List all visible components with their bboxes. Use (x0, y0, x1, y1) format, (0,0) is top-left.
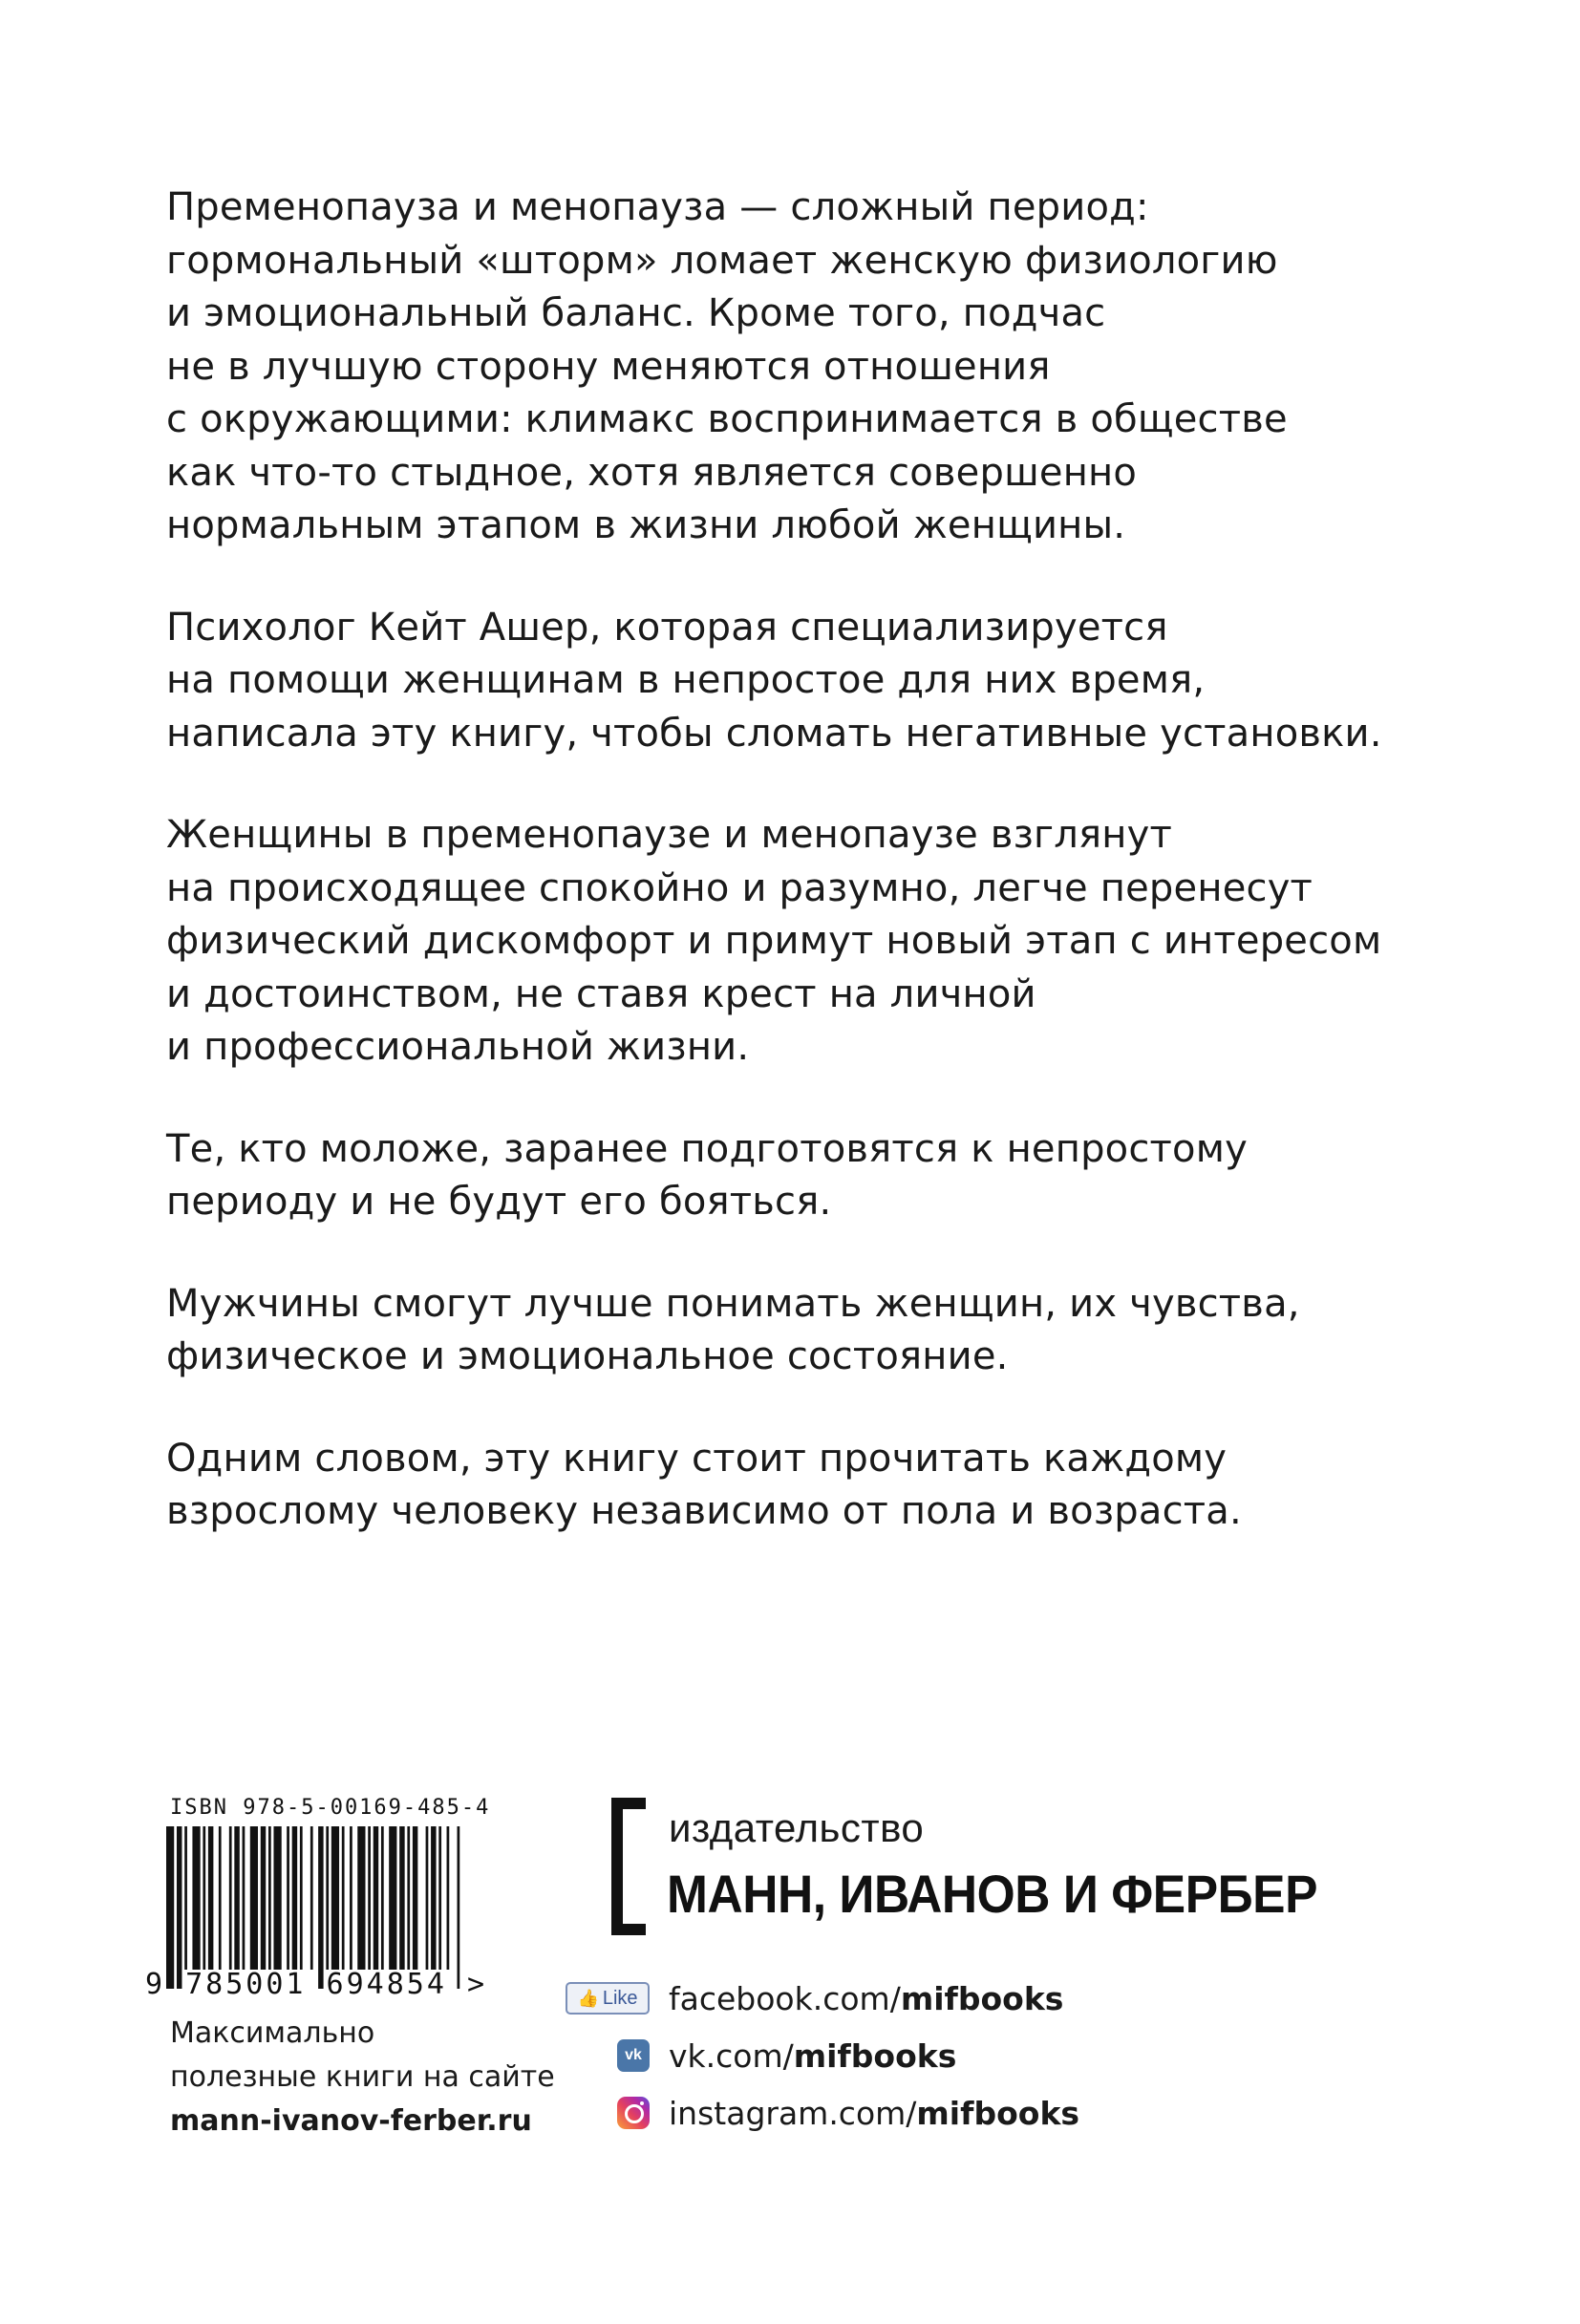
website-link[interactable]: mann-ivanov-ferber.ru (170, 2104, 532, 2138)
vk-link[interactable] (562, 2027, 1079, 2084)
vk-url[interactable]: vk.com/mifbooks (669, 2036, 957, 2075)
like-label: Like (602, 1987, 638, 2009)
publisher-bracket-logo (611, 1798, 646, 1935)
instagram-link[interactable] (562, 2084, 1079, 2142)
blurb-paragraph-6: Одним словом, эту книгу стоит прочитать каждому взрослому человеку независимо от пола и возраста. (166, 1436, 1242, 1533)
tagline (170, 2012, 555, 2143)
instagram-icon[interactable] (617, 2097, 650, 2129)
barcode-icon (166, 1826, 462, 1989)
back-cover-blurb (166, 181, 1504, 1588)
blurb-paragraph-3: Женщины в пременопаузе и менопаузе взглянут на происходящее спокойно и разумно, легче перенесут физический дискомфорт и примут новый этап с интересом и достоинством, не ставя крест на личной и профессиональной жизни. (166, 813, 1382, 1069)
tagline-text: Максимально полезные книги на сайте (170, 2016, 555, 2094)
blurb-paragraph-1: Пременопауза и менопауза — сложный период: гормональный «шторм» ломает женскую физиологию и эмоциональный баланс. Кроме того, подчас не в лучшую сторону меняются отношения с окружающими: климакс воспринимается в обществе как что-то стыдное, хотя является совершенно нормальным этапом в жизни любой женщины. (166, 185, 1288, 547)
instagram-url[interactable]: instagram.com/mifbooks (669, 2094, 1080, 2132)
isbn-label: ISBN 978-5-00169-485-4 (170, 1796, 491, 1820)
thumbs-up-icon: 👍 (577, 1988, 599, 2008)
facebook-link[interactable] (562, 1970, 1079, 2027)
blurb-paragraph-5: Мужчины смогут лучше понимать женщин, их чувства, физическое и эмоциональное состояние. (166, 1281, 1300, 1378)
vk-icon[interactable]: vk (617, 2039, 650, 2072)
publisher-name: МАНН, ИВАНОВ И ФЕРБЕР (667, 1864, 1317, 1924)
facebook-url[interactable]: facebook.com/mifbooks (669, 1979, 1064, 2017)
facebook-like-icon[interactable] (566, 1982, 650, 2015)
blurb-paragraph-2: Психолог Кейт Ашер, которая специализируется на помощи женщинам в непростое для них время, написала эту книгу, чтобы сломать негативные установки. (166, 605, 1382, 756)
blurb-paragraph-4: Те, кто моложе, заранее подготовятся к непростому периоду и не будут его бояться. (166, 1126, 1248, 1224)
publisher-prefix: издательство (669, 1805, 925, 1850)
social-links (562, 1970, 1079, 2142)
barcode-digits: 9 785001 694854 > (145, 1968, 488, 2001)
